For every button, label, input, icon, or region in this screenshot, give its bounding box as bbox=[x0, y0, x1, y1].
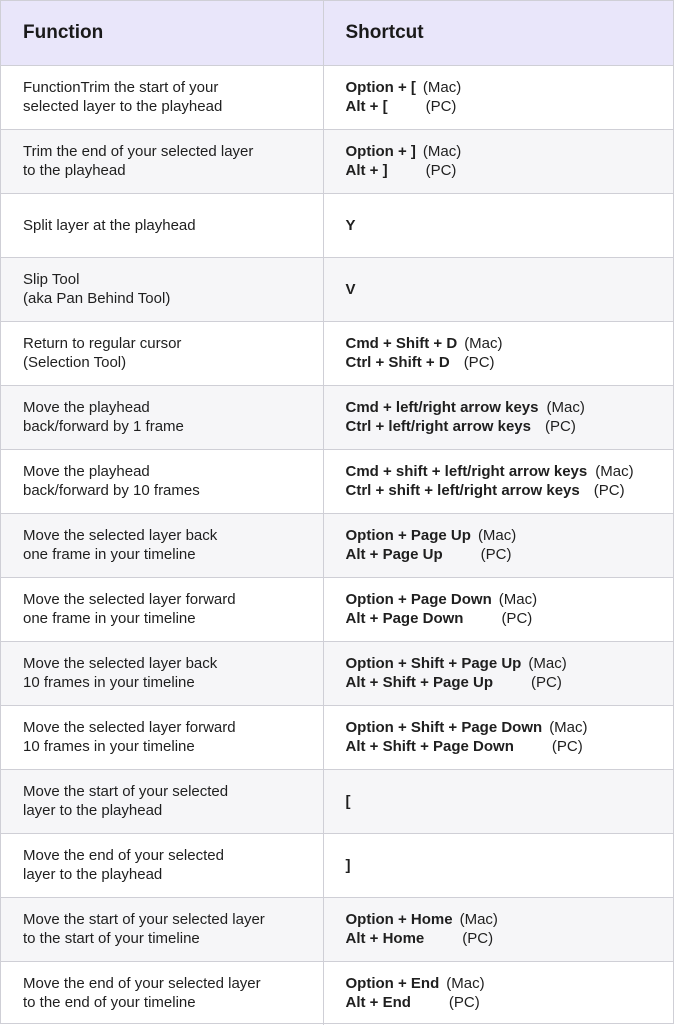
function-text: (Selection Tool) bbox=[23, 354, 127, 371]
shortcut-keys: Alt + [ bbox=[345, 98, 388, 115]
platform-label: (PC) bbox=[531, 674, 562, 691]
shortcut-line bbox=[346, 280, 674, 299]
function-text: to the start of your timeline bbox=[23, 930, 200, 947]
platform-label: (Mac) bbox=[422, 79, 462, 96]
shortcut-line bbox=[346, 673, 674, 692]
shortcut-keys: Option + Shift + Page Down bbox=[345, 719, 543, 736]
shortcut-line bbox=[346, 856, 674, 875]
shortcut-line bbox=[346, 97, 674, 116]
shortcut-keys: Cmd + left/right arrow keys bbox=[345, 399, 539, 416]
shortcut-keys: Option + [ bbox=[345, 79, 416, 96]
function-cell bbox=[1, 577, 323, 641]
column-header-shortcut: Shortcut bbox=[323, 1, 673, 65]
table-header-row bbox=[1, 1, 673, 65]
table-row bbox=[1, 961, 673, 1025]
shortcut-line bbox=[346, 974, 674, 993]
platform-label: (Mac) bbox=[446, 975, 485, 993]
shortcut-line bbox=[346, 398, 674, 417]
shortcut-cell bbox=[323, 833, 673, 897]
shortcut-cell bbox=[323, 641, 673, 705]
function-text: Move the end of your selected layer bbox=[23, 975, 261, 993]
shortcut-keys: Alt + Page Down bbox=[345, 610, 464, 627]
table-row bbox=[1, 705, 673, 769]
shortcut-keys: Ctrl + left/right arrow keys bbox=[345, 418, 531, 435]
table-row bbox=[1, 385, 673, 449]
platform-label: (Mac) bbox=[464, 335, 503, 352]
function-text: FunctionTrim the start of your bbox=[23, 79, 219, 96]
shortcut-keys: Option + ] bbox=[345, 143, 416, 160]
shortcut-line bbox=[346, 353, 674, 372]
shortcut-cell bbox=[323, 129, 673, 193]
table-row bbox=[1, 833, 673, 897]
shortcut-cell bbox=[323, 769, 673, 833]
shortcut-table bbox=[1, 1, 673, 1025]
function-cell bbox=[1, 769, 323, 833]
platform-label: (PC) bbox=[551, 738, 583, 755]
function-text: Move the selected layer forward bbox=[23, 591, 236, 608]
shortcut-line bbox=[346, 545, 674, 564]
shortcut-line bbox=[346, 142, 674, 161]
table-row bbox=[1, 129, 673, 193]
platform-label: (PC) bbox=[425, 162, 457, 179]
function-cell bbox=[1, 321, 323, 385]
function-cell bbox=[1, 641, 323, 705]
function-cell bbox=[1, 257, 323, 321]
shortcut-line bbox=[346, 590, 674, 609]
function-text: Move the playhead bbox=[23, 463, 150, 480]
table-row bbox=[1, 513, 673, 577]
shortcut-line bbox=[346, 462, 674, 481]
function-text: layer to the playhead bbox=[23, 866, 163, 883]
column-header-function: Function bbox=[1, 1, 323, 65]
table-row bbox=[1, 577, 673, 641]
shortcut-cell bbox=[323, 705, 673, 769]
function-text: 10 frames in your timeline bbox=[23, 674, 195, 691]
table-body bbox=[1, 65, 673, 1025]
platform-label: (PC) bbox=[480, 546, 512, 563]
platform-label: (PC) bbox=[462, 930, 494, 947]
platform-label: (Mac) bbox=[498, 591, 538, 608]
shortcut-cell bbox=[323, 385, 673, 449]
shortcut-line bbox=[346, 417, 674, 436]
function-text: layer to the playhead bbox=[23, 802, 163, 819]
platform-label: (PC) bbox=[544, 418, 576, 435]
function-text: one frame in your timeline bbox=[23, 610, 196, 627]
platform-label: (PC) bbox=[448, 994, 480, 1012]
shortcut-keys: Ctrl + Shift + D bbox=[345, 354, 450, 371]
shortcut-keys: Alt + Shift + Page Up bbox=[345, 674, 494, 691]
function-text: to the end of your timeline bbox=[23, 994, 196, 1012]
shortcut-keys: Y bbox=[345, 216, 356, 234]
shortcut-line bbox=[346, 718, 674, 737]
table-row bbox=[1, 65, 673, 129]
table-row bbox=[1, 641, 673, 705]
platform-label: (Mac) bbox=[528, 655, 567, 672]
shortcut-keys: Option + Page Down bbox=[345, 591, 492, 608]
function-text: Move the end of your selected bbox=[23, 847, 224, 864]
shortcut-cell bbox=[323, 449, 673, 513]
shortcut-keys: Cmd + Shift + D bbox=[345, 335, 458, 352]
function-text: Trim the end of your selected layer bbox=[23, 143, 254, 160]
shortcut-line bbox=[346, 526, 674, 545]
table-row bbox=[1, 449, 673, 513]
shortcut-line bbox=[346, 161, 674, 180]
shortcut-keys: Option + Shift + Page Up bbox=[345, 655, 522, 672]
platform-label: (Mac) bbox=[595, 463, 634, 480]
function-cell bbox=[1, 449, 323, 513]
shortcut-line bbox=[346, 792, 674, 811]
shortcut-line bbox=[346, 78, 674, 97]
function-cell bbox=[1, 65, 323, 129]
function-text: to the playhead bbox=[23, 162, 126, 179]
shortcut-keys: [ bbox=[345, 792, 351, 810]
shortcut-keys: Option + Page Up bbox=[345, 527, 471, 544]
shortcut-cell bbox=[323, 257, 673, 321]
shortcut-keys: Alt + Shift + Page Down bbox=[345, 738, 514, 755]
shortcut-keys: Ctrl + shift + left/right arrow keys bbox=[345, 482, 580, 499]
shortcut-keys: V bbox=[345, 280, 356, 298]
shortcut-keys: Alt + End bbox=[345, 994, 411, 1012]
shortcut-keys: Option + End bbox=[345, 975, 440, 993]
function-text: (aka Pan Behind Tool) bbox=[23, 290, 171, 307]
shortcut-line bbox=[346, 993, 674, 1012]
platform-label: (Mac) bbox=[422, 143, 462, 160]
function-cell bbox=[1, 897, 323, 961]
function-text: Split layer at the playhead bbox=[23, 216, 196, 234]
shortcut-line bbox=[346, 737, 674, 756]
shortcut-cell bbox=[323, 193, 673, 257]
function-text: one frame in your timeline bbox=[23, 546, 196, 563]
function-text: back/forward by 10 frames bbox=[23, 482, 200, 499]
shortcut-line bbox=[346, 334, 674, 353]
platform-label: (Mac) bbox=[549, 719, 588, 736]
function-text: Move the playhead bbox=[23, 399, 150, 416]
function-cell bbox=[1, 961, 323, 1025]
function-cell bbox=[1, 833, 323, 897]
platform-label: (PC) bbox=[463, 354, 495, 371]
shortcut-cell bbox=[323, 897, 673, 961]
platform-label: (PC) bbox=[425, 98, 457, 115]
platform-label: (Mac) bbox=[546, 399, 585, 416]
table-row bbox=[1, 769, 673, 833]
function-cell bbox=[1, 705, 323, 769]
function-text: back/forward by 1 frame bbox=[23, 418, 184, 435]
function-cell bbox=[1, 129, 323, 193]
platform-label: (PC) bbox=[593, 482, 625, 499]
shortcut-cell bbox=[323, 513, 673, 577]
function-text: Move the selected layer forward bbox=[23, 719, 236, 736]
function-text: Move the start of your selected bbox=[23, 783, 229, 800]
table-row bbox=[1, 321, 673, 385]
function-text: Slip Tool bbox=[23, 271, 80, 288]
shortcut-line bbox=[346, 481, 674, 500]
function-text: selected layer to the playhead bbox=[23, 98, 223, 115]
shortcut-cell bbox=[323, 577, 673, 641]
function-cell bbox=[1, 513, 323, 577]
function-cell bbox=[1, 193, 323, 257]
platform-label: (Mac) bbox=[477, 527, 517, 544]
table-row bbox=[1, 897, 673, 961]
table-row bbox=[1, 193, 673, 257]
shortcut-keys: Option + Home bbox=[345, 911, 453, 928]
shortcut-cell bbox=[323, 65, 673, 129]
function-text: Move the selected layer back bbox=[23, 527, 218, 544]
table-row bbox=[1, 257, 673, 321]
shortcut-line bbox=[346, 216, 674, 235]
function-text: Return to regular cursor bbox=[23, 335, 182, 352]
function-text: Move the start of your selected layer bbox=[23, 911, 265, 928]
function-text: Move the selected layer back bbox=[23, 655, 218, 672]
function-text: 10 frames in your timeline bbox=[23, 738, 195, 755]
shortcut-line bbox=[346, 910, 674, 929]
shortcut-keys: Alt + Home bbox=[345, 930, 425, 947]
shortcut-keys: Alt + Page Up bbox=[345, 546, 443, 563]
shortcut-keys: Alt + ] bbox=[345, 162, 388, 179]
function-cell bbox=[1, 385, 323, 449]
platform-label: (PC) bbox=[501, 610, 533, 627]
shortcut-cell bbox=[323, 961, 673, 1025]
shortcut-keys: ] bbox=[345, 856, 351, 874]
shortcut-line bbox=[346, 609, 674, 628]
shortcut-line bbox=[346, 654, 674, 673]
shortcut-cell bbox=[323, 321, 673, 385]
platform-label: (Mac) bbox=[459, 911, 498, 928]
shortcut-line bbox=[346, 929, 674, 948]
shortcut-keys: Cmd + shift + left/right arrow keys bbox=[345, 463, 588, 480]
